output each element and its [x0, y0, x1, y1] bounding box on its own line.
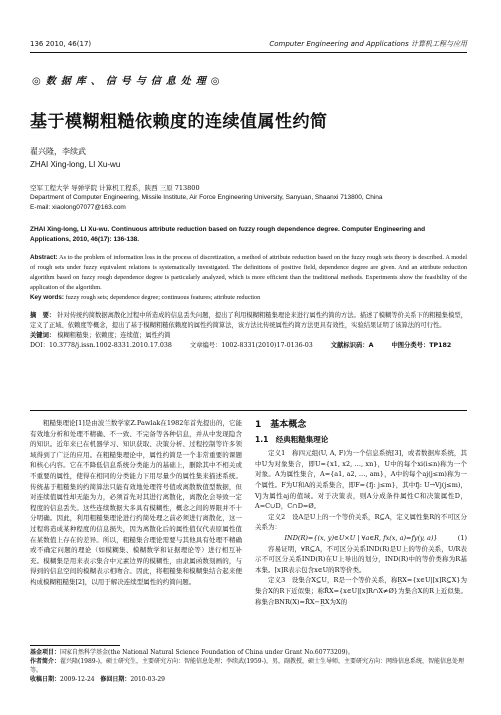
- definition-1: 定义1 称四元组(U, A, F)为一个信息系统[3]，或者数据库系统，其中U为对象集合，即U={x1, x2, …, xn}，U中的每个xi(i≤n)称为一个对象。A为属性集合，A={a1, a2, …, am}，A中的每个aj(j≤m)称为一个属性。F为U和A的关系集合，即F={fj: j≤m}，其中fj: U→Vj(j≤m)，Vj为属性aj的值域。对于决策表，则A分成条件属性C和决策属性D，A=C∪D，C∩D=Ø。: [255, 449, 467, 511]
- front-matter: [30, 72, 467, 351]
- affiliation-cn: 空军工程大学 导弹学院 计算机工程系，陕西 三原 713800: [30, 184, 200, 192]
- keywords-cn-label: 关键词：: [30, 332, 56, 339]
- header-rule: [30, 52, 467, 53]
- citation-en: ZHAI Xing-long, LI Xu-wu. Continuous attribute reduction based on fuzzy rough dependence degree. Computer Engineering and Applications, 2010, 46(17): 136-138.: [30, 226, 426, 243]
- date-note: 收稿日期：2009-12-24 修回日期：2010-03-29: [30, 676, 165, 683]
- body-left-column: [30, 418, 242, 588]
- column-name: ◎ 数 据 库 、 信 号 与 信 息 处 理 ◎: [32, 76, 221, 87]
- abstract-cn: [30, 311, 467, 341]
- abstract-en: [30, 253, 467, 303]
- formula-1: [255, 533, 467, 544]
- running-header: [30, 38, 467, 50]
- fund-note: 基金项目：国家自然科学基金(the National Natural Science Foundation of China under Grant No.60773209)。: [30, 649, 354, 656]
- section-heading: 1 基本概念: [255, 420, 307, 430]
- subsection-heading: 1.1 经典粗糙集理论: [255, 434, 329, 444]
- doi-line: [30, 341, 467, 351]
- keywords-en-label: Key words:: [30, 294, 64, 301]
- abstract-cn-label: 摘 要：: [30, 312, 56, 319]
- formula-text: IND(R)={(x, y)∈U×U | ∀a∈R, fx(x, a)=fy(y, a)}: [284, 533, 438, 542]
- authors-pinyin: ZHAI Xing-long, LI Xu-wu: [30, 160, 121, 169]
- author-note: 作者简介：翟兴隆(1989-)，硕士研究生，主要研究方向：智能信息处理；李续武(1959-)，男，副教授，硕士生导师，主要研究方向：网络信息系统，智能信息处理等。: [30, 658, 464, 674]
- paragraph-equivalence: 容易证明，∀R⊆A，不可区分关系IND(R)是U上的等价关系，U/R表示不可区分关系IND(R)在U上导出的划分，IND(R)中的等价类称为R基本集。[x]R表示包含x∈U的R等价类。: [255, 544, 467, 574]
- formula-number: (1): [457, 533, 467, 542]
- keywords-en-text: fuzzy rough sets; dependence degree; continuous features; attribute reduction: [65, 294, 261, 301]
- body-rule: [30, 410, 467, 411]
- definition-2: 定义2 设A是U上的一个等价关系，R⊆A，定义属性集R的不可区分关系为：: [255, 512, 467, 532]
- email: E-mail: xiaolong07077@163.com: [30, 204, 126, 211]
- abstract-en-text: As to the problem of information loss in the process of discretization, a method of attribute reduction based on the fuzzy rough sets theory is described. A model of rough sets under fuzzy equivalent relations is systematically investigated. The definitions of positive field, dependence degree are given. And an attribute reduction algorithm based on fuzzy rough dependence degree is particularly analyzed, which is more efficient than the traditional methods. Experiments show the feasibility of the application of the algorithm.: [30, 254, 467, 291]
- paper-title: 基于模糊粗糙依赖度的连续值属性约简: [30, 112, 328, 132]
- body-right-column: [255, 418, 467, 607]
- footnotes: [30, 648, 467, 684]
- abstract-en-label: Abstract:: [30, 254, 58, 261]
- intro-paragraph: 粗糙集理论[1]是由波兰数学家Z.Pawlak在1982年首先提出的，它能有效地分析和处理不精确、不一致、不完备等各种信息，并从中发现隐含的知识。近年来已在机器学习、知识获取、决策分析、过程控制等许多领域得到了广泛的应用。在粗糙集理论中，属性约简是一个非常重要的课题和核心内容。它在不降低信息系统分类能力的基础上，删除其中不相关或不重要的属性，使得在相同的分类能力下用尽量少的属性集来描述系统。传统基于粗糙集的约简算法只能有效地处理符号值或离散数值型数据，但对连续值属性却无能为力，必须首先对其进行离散化，离散化会导致一定程度的信息丢失。这些连续数据大多具有模糊性，概念之间的界限并不十分明确。因此，利用粗糙集理论进行约简处理之前必须进行离散化，这一过程将造成某种程度的信息损失，因为离散化后的属性值仅代表原属性值在某数值上存在的差异。所以，粗糙集合理论需要与其他具有处理不精确或不确定问题的理论（如模糊集、模糊数学和证据理论等）进行相互补充。模糊集是用来表示集合中元素边界的模糊性，由隶属函数刻画的，与得到的信息空间的模糊表示相吻合。因此，将粗糙集和模糊集结合起来便构成模糊粗糙集[2]，以用于解决连续型属性的约简问题。: [30, 419, 242, 586]
- keywords-cn-text: 模糊粗糙集；依赖度；连续值；属性约简: [57, 332, 171, 339]
- definition-3: 定义3 设集合X⊆U，R是一个等价关系，称R̲X={x∈U|[x]R⊆X}为集合X的R下近似集；称R̄X={x∈U|[x]R∩X≠Ø}为集合X的R上近似集。称集合BNR(X)=R̄X−R̲X为X的: [255, 576, 467, 606]
- footnote-rule: [30, 645, 120, 646]
- document-code: 文献标识码：A: [330, 342, 374, 349]
- journal-name: Computer Engineering and Applications 计算机工程与应用: [269, 40, 467, 48]
- affiliation-en: Department of Computer Engineering, Missile Institute, Air Force Engineering University, Sanyuan, Shaanxi 713800, China: [30, 194, 383, 201]
- authors-cn: 翟兴隆，李续武: [30, 147, 86, 156]
- doi: DOI：10.3778/j.issn.1002-8331.2010.17.038: [30, 342, 172, 349]
- clc-number: 中图分类号：TP182: [391, 342, 452, 349]
- abstract-cn-text: 针对传统约简数据离散化过程中所造成的信息丢失问题，提出了利用模糊粗糙集理论来进行属性约简的方法。描述了模糊等价关系下的粗糙集模型，定义了正域、依赖度等概念，提出了基于模糊粗糙依赖度的属性约简算法，该方法比传统属性约简方法更具有效性，实验结果证明了该算法的可行性。: [30, 312, 467, 329]
- affiliation: [30, 183, 467, 213]
- article-number: 文章编号：1002-8331(2010)17-0136-03: [189, 342, 313, 349]
- page-issue: 136 2010, 46(17): [30, 40, 92, 48]
